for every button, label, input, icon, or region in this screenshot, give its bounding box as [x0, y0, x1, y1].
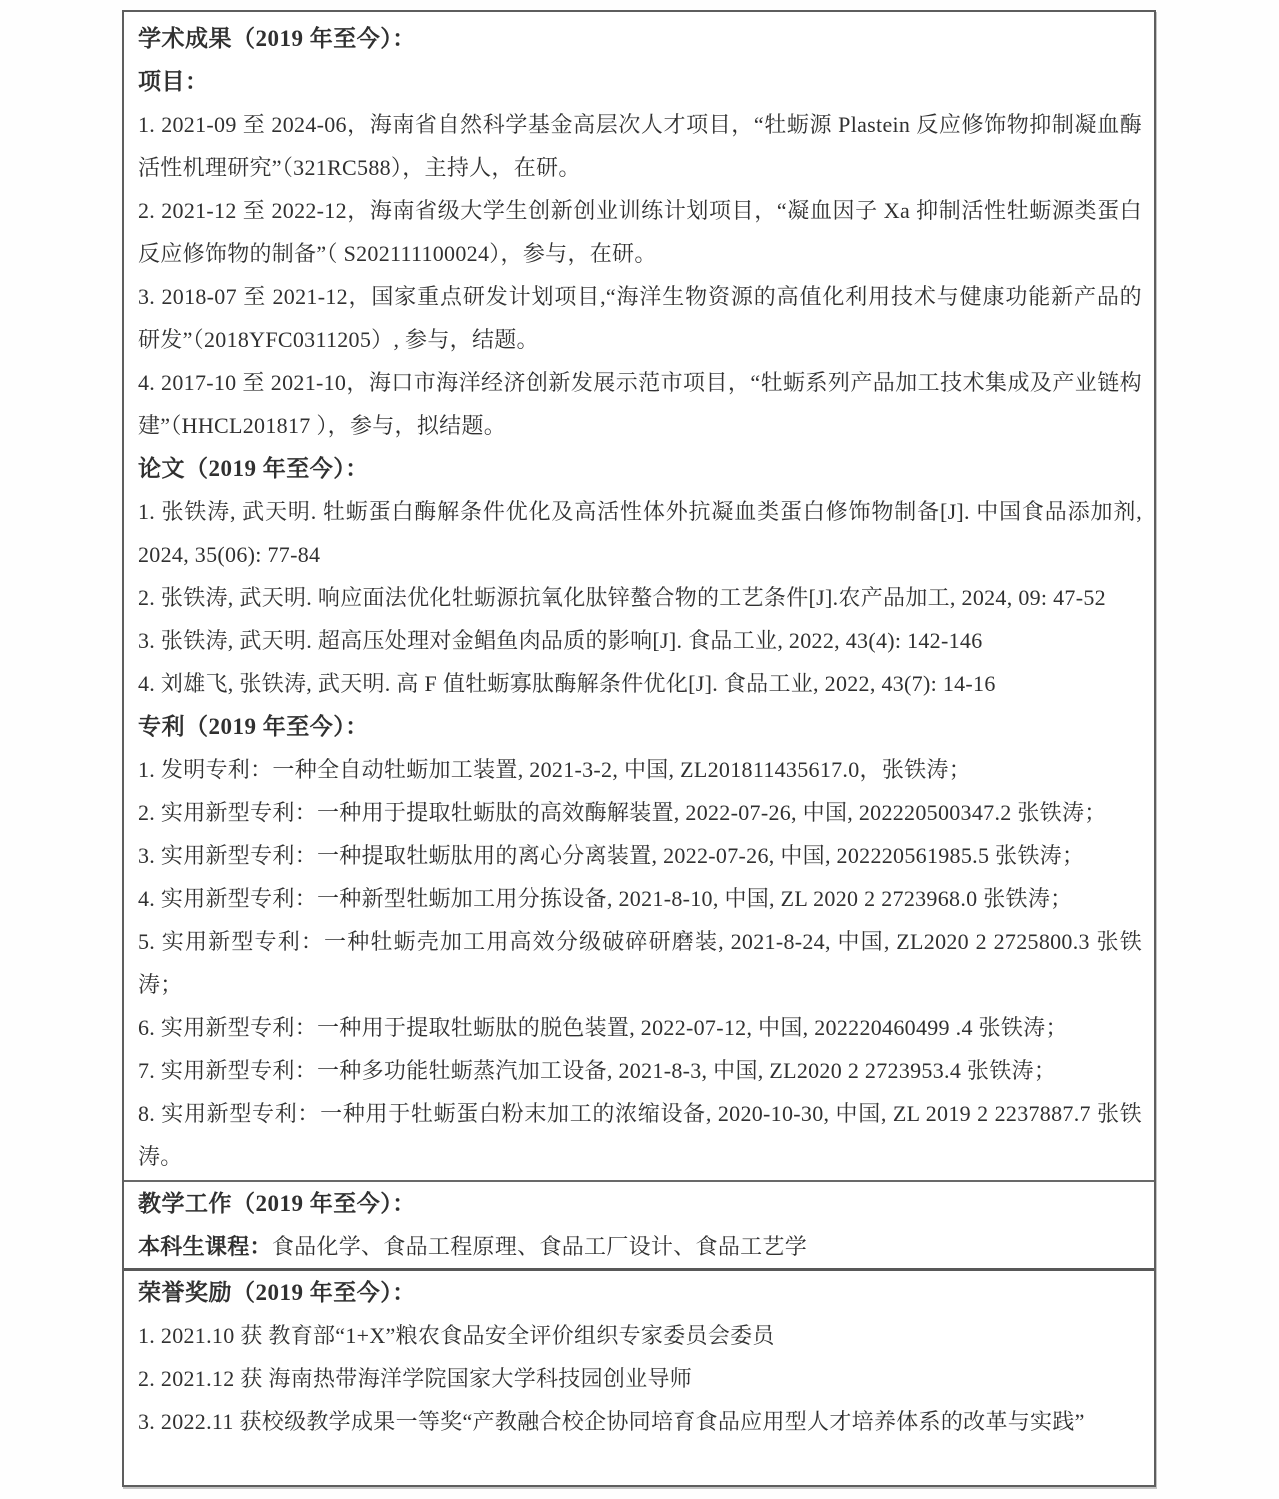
patent-item: 7. 实用新型专利：一种多功能牡蛎蒸汽加工设备, 2021-8-3, 中国, ZL2020 2 2723953.4 张铁涛；	[138, 1058, 1057, 1083]
patent-item: 2. 实用新型专利：一种用于提取牡蛎肽的高效酶解装置, 2022-07-26, 中国, 202220500347.2 张铁涛；	[138, 800, 1107, 825]
paper-item: 1. 张铁涛, 武天明. 牡蛎蛋白酶解条件优化及高活性体外抗凝血类蛋白修饰物制备[J]. 中国食品添加剂, 2024, 35(06): 77-84	[138, 499, 1142, 567]
patent-item: 8. 实用新型专利：一种用于牡蛎蛋白粉末加工的浓缩设备, 2020-10-30, 中国, ZL 2019 2 2237887.7 张铁涛。	[138, 1101, 1142, 1169]
patent-item: 6. 实用新型专利：一种用于提取牡蛎肽的脱色装置, 2022-07-12, 中国, 202220460499 .4 张铁涛；	[138, 1015, 1068, 1040]
paper-item: 2. 张铁涛, 武天明. 响应面法优化牡蛎源抗氧化肽锌螯合物的工艺条件[J].农产品加工, 2024, 09: 47-52	[138, 585, 1106, 610]
section-academic-achievements	[124, 12, 1154, 1180]
projects-subheading: 项目：	[138, 69, 209, 94]
patent-item: 3. 实用新型专利：一种提取牡蛎肽用的离心分离装置, 2022-07-26, 中国, 202220561985.5 张铁涛；	[138, 843, 1085, 868]
cv-table	[122, 10, 1156, 1487]
patent-item: 5. 实用新型专利：一种牡蛎壳加工用高效分级破碎研磨装, 2021-8-24, 中国, ZL2020 2 2725800.3 张铁涛；	[138, 929, 1142, 997]
papers-subheading: 论文（2019 年至今）：	[138, 456, 369, 481]
honor-item: 2. 2021.12 获 海南热带海洋学院国家大学科技园创业导师	[138, 1366, 693, 1391]
courses-value: 食品化学、食品工程原理、食品工厂设计、食品工艺学	[271, 1234, 808, 1259]
paper-item: 3. 张铁涛, 武天明. 超高压处理对金鲳鱼肉品质的影响[J]. 食品工业, 2022, 43(4): 142-146	[138, 628, 983, 653]
paper-item: 4. 刘雄飞, 张铁涛, 武天明. 高 F 值牡蛎寡肽酶解条件优化[J]. 食品工业, 2022, 43(7): 14-16	[138, 671, 996, 696]
patent-item: 1. 发明专利：一种全自动牡蛎加工装置, 2021-3-2, 中国, ZL201811435617.0，张铁涛；	[138, 757, 972, 782]
patent-item: 4. 实用新型专利：一种新型牡蛎加工用分拣设备, 2021-8-10, 中国, ZL 2020 2 2723968.0 张铁涛；	[138, 886, 1073, 911]
project-item: 4. 2017-10 至 2021-10，海口市海洋经济创新发展示范市项目，“牡蛎系列产品加工技术集成及产业链构建”（HHCL201817 ），参与，拟结题。	[138, 370, 1142, 438]
section-honors	[124, 1268, 1154, 1485]
academic-heading: 学术成果（2019 年至今）：	[138, 26, 416, 51]
honor-item: 3. 2022.11 获校级教学成果一等奖“产教融合校企协同培育食品应用型人才培养体系的改革与实践”	[138, 1409, 1085, 1434]
project-item: 2. 2021-12 至 2022-12，海南省级大学生创新创业训练计划项目，“凝血因子 Xa 抑制活性牡蛎源类蛋白反应修饰物的制备”（ S202111100024），参与，在研。	[138, 198, 1142, 266]
honor-item: 1. 2021.10 获 教育部“1+X”粮农食品安全评价组织专家委员会委员	[138, 1323, 775, 1348]
project-item: 3. 2018-07 至 2021-12，国家重点研发计划项目,“海洋生物资源的高值化利用技术与健康功能新产品的研发”（2018YFC0311205）, 参与，结题。	[138, 284, 1142, 352]
undergraduate-courses-line	[138, 1225, 1142, 1268]
courses-label: 本科生课程：	[138, 1234, 272, 1259]
teaching-heading: 教学工作（2019 年至今）：	[138, 1191, 416, 1216]
honors-heading: 荣誉奖励（2019 年至今）：	[138, 1280, 416, 1305]
project-item: 1. 2021-09 至 2024-06，海南省自然科学基金高层次人才项目，“牡蛎源 Plastein 反应修饰物抑制凝血酶活性机理研究”（321RC588），主持人，在研。	[138, 112, 1142, 180]
patents-subheading: 专利（2019 年至今）：	[138, 714, 369, 739]
section-teaching	[124, 1180, 1154, 1268]
